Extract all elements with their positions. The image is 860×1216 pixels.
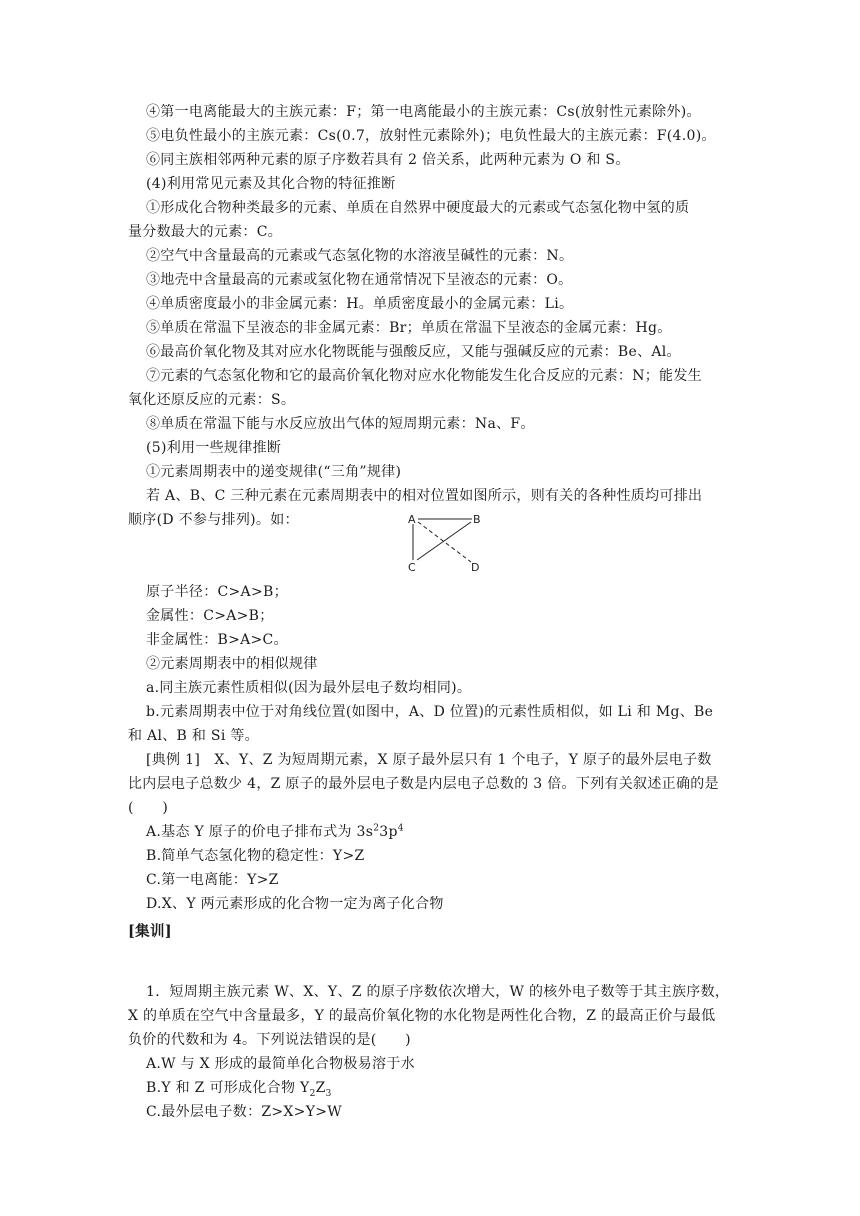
option-text: 3p (379, 824, 398, 840)
text-line: 量分数最大的元素：C。 (128, 224, 283, 240)
text-line: ④单质密度最小的非金属元素：H。单质密度最小的金属元素：Li。 (146, 296, 574, 312)
option-text: B.Y 和 Z 可形成化合物 Y (146, 1080, 310, 1096)
text-line: ⑤单质在常温下呈液态的非金属元素：Br；单质在常温下呈液态的金属元素：Hg。 (146, 320, 672, 336)
text-line: ⑤电负性最小的主族元素：Cs(0.7，放射性元素除外)；电负性最大的主族元素：F(4.0)。 (146, 128, 716, 144)
text-line: a.同主族元素性质相似(因为最外层电子数均相同)。 (146, 680, 472, 696)
question-text: 1．短周期主族元素 W、X、Y、Z 的原子序数依次增大，W 的核外电子数等于其主族序数， (146, 984, 730, 1000)
text-line: ①形成化合物种类最多的元素、单质在自然界中硬度最大的元素或气态氢化物中氢的质 (146, 200, 690, 216)
text-line: ⑧单质在常温下能与水反应放出气体的短周期元素：Na、F。 (146, 416, 535, 432)
option-a: A.W 与 X 形成的最简单化合物极易溶于水 (146, 1056, 415, 1072)
option-text: A.基态 Y 原子的价电子排布式为 3s (146, 824, 374, 840)
text-line: ⑦元素的气态氢化物和它的最高价氧化物对应水化物能发生化合反应的元素：N；能发生 (146, 368, 702, 384)
text-line: b.元素周期表中位于对角线位置(如图中，A、D 位置)的元素性质相似，如 Li 和 Mg、Be (146, 704, 714, 720)
text-line: 原子半径：C>A>B； (146, 584, 288, 600)
text-line: 金属性：C>A>B； (146, 608, 274, 624)
subscript: 3 (325, 1088, 332, 1099)
section-title: [集训] (128, 923, 172, 940)
superscript: 4 (397, 823, 404, 834)
text-line: 非金属性：B>A>C。 (146, 632, 288, 648)
option-text: Z (315, 1080, 326, 1096)
example-question: [典例 1] X、Y、Z 为短周期元素，X 原子最外层只有 1 个电子，Y 原子的最外层电子数 (146, 752, 712, 768)
text-line: ④第一电离能最大的主族元素：F；第一电离能最小的主族元素：Cs(放射性元素除外)。 (146, 104, 701, 120)
text-line: 氧化还原反应的元素：S。 (128, 392, 296, 408)
section-heading: (4)利用常见元素及其化合物的特征推断 (146, 176, 396, 192)
option-b (146, 1077, 332, 1099)
triangle-rule-diagram (405, 510, 485, 574)
option-a (146, 821, 404, 843)
option-c: C.第一电离能：Y>Z (146, 872, 279, 888)
diagram-label-c: C (408, 561, 416, 574)
text-line: ⑥最高价氧化物及其对应水化物既能与强酸反应，又能与强碱反应的元素：Be、Al。 (146, 344, 681, 360)
text-line: 顺序(D 不参与排列)。如： (128, 512, 299, 528)
superscript: 2 (373, 823, 380, 834)
subscript: 2 (309, 1088, 316, 1099)
option-c: C.最外层电子数：Z>X>Y>W (146, 1104, 342, 1120)
text-line: ⑥同主族相邻两种元素的原子序数若具有 2 倍关系，此两种元素为 O 和 S。 (146, 152, 630, 168)
diagram-label-d: D (471, 561, 480, 574)
text-line: ②元素周期表中的相似规律 (146, 656, 318, 672)
question-text: 负价的代数和为 4。下列说法错误的是( ) (128, 1032, 411, 1048)
text-line: ①元素周期表中的递变规律(“三角”规律) (146, 464, 402, 480)
option-b: B.简单气态氢化物的稳定性：Y>Z (146, 848, 365, 864)
diagram-label-a: A (408, 513, 416, 526)
option-d: D.X、Y 两元素形成的化合物一定为离子化合物 (146, 896, 444, 912)
answer-blank: ( ) (128, 800, 169, 816)
text-line: ②空气中含量最高的元素或气态氢化物的水溶液呈碱性的元素：N。 (146, 248, 574, 264)
question-text: X 的单质在空气中含量最多，Y 的最高价氧化物的水化物是两性化合物，Z 的最高正价与最低 (128, 1008, 716, 1024)
text-line: 若 A、B、C 三种元素在元素周期表中的相对位置如图所示，则有关的各种性质均可排出 (146, 488, 703, 504)
text-line: 比内层电子总数少 4，Z 原子的最外层电子数是内层电子总数的 3 倍。下列有关叙述正确的是 (128, 776, 719, 792)
diagram-label-b: B (473, 513, 481, 526)
text-line: 和 Al、B 和 Si 等。 (128, 728, 259, 744)
text-line: ③地壳中含量最高的元素或氢化物在通常情况下呈液态的元素：O。 (146, 272, 573, 288)
section-heading: (5)利用一些规律推断 (146, 440, 282, 456)
